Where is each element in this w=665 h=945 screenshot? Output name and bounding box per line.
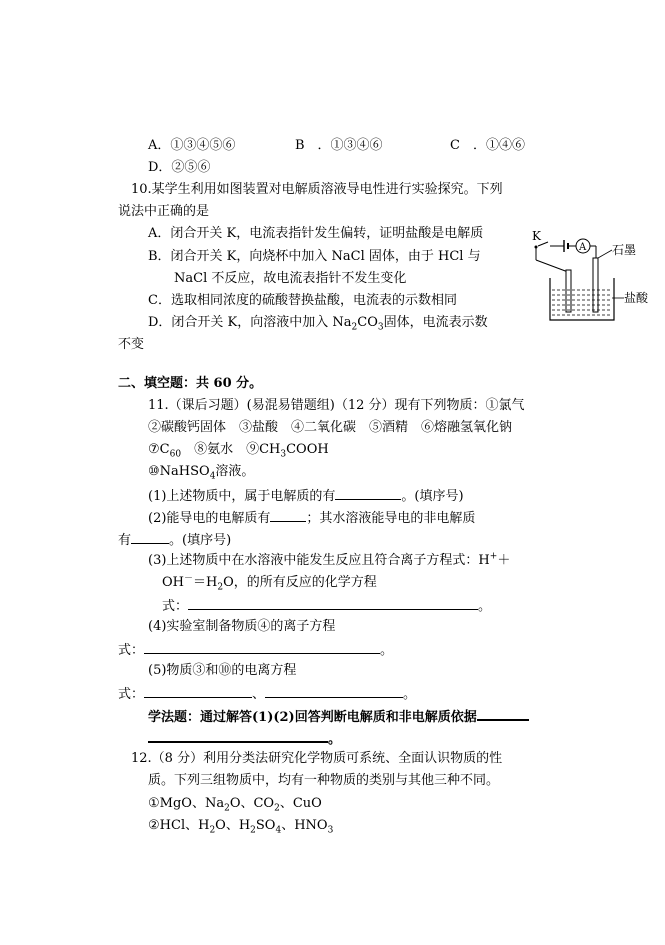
q11-part2-blank-b[interactable] bbox=[131, 530, 169, 544]
electrolysis-circuit-diagram bbox=[520, 228, 660, 323]
q11-part2-blank-a[interactable] bbox=[270, 508, 306, 522]
graphite-label: 石墨 bbox=[612, 243, 637, 257]
q12-g1-s2: 2 bbox=[274, 803, 280, 814]
q11-part3-eq: ＝H bbox=[193, 575, 218, 590]
q10-d-post: 固体，电流表示数 bbox=[383, 315, 488, 330]
q11-part3-h2o-sub: 2 bbox=[217, 582, 224, 593]
q11-part5-blank-a[interactable] bbox=[144, 684, 252, 698]
q12-g2-s3: 4 bbox=[275, 825, 282, 836]
q10-stem-line2: 说法中正确的是 bbox=[118, 204, 210, 219]
q11-items-line2 bbox=[148, 441, 329, 459]
q10-option-b-line2: NaCl 不反应，故电流表指针不发生变化 bbox=[174, 271, 407, 286]
q11-items-line3 bbox=[148, 463, 254, 481]
q10-option-a: A．闭合开关 K，电流表指针发生偏转，证明盐酸是电解质 bbox=[148, 226, 484, 241]
q11-part3-sup: + bbox=[489, 551, 498, 562]
q12-stem-line1: 12.（8 分）利用分类法研究化学物质可系统、全面认识物质的性 bbox=[131, 751, 503, 766]
q10-option-c: C．选取相同浓度的硫酸替换盐酸，电流表的示数相同 bbox=[148, 293, 457, 308]
q11-part3-text: (3)上述物质中在水溶液中能发生反应且符合离子方程式：H bbox=[148, 553, 490, 568]
q11-part3-oh: OH bbox=[162, 575, 184, 590]
q11-part4-end: 。 bbox=[380, 643, 394, 658]
q11-part2b-tail: 。(填序号) bbox=[169, 533, 232, 548]
q11-method-text: 学法题：通过解答(1)(2)回答判断电解质和非电解质依据 bbox=[148, 710, 477, 725]
q11-part5-shi: 式： bbox=[118, 687, 145, 702]
q10-stem-line1: 10.某学生利用如图装置对电解质溶液导电性进行实验探究。下列 bbox=[131, 182, 503, 197]
q10-d-sub2: 3 bbox=[377, 322, 384, 333]
section-2-title: 二、填空题：共 60 分。 bbox=[118, 376, 263, 391]
q12-g1-c: 、CuO bbox=[279, 796, 322, 811]
q11-item7: ⑦C bbox=[148, 442, 170, 457]
q11-method-line2 bbox=[148, 728, 341, 749]
q10-d-text: D．闭合开关 K，向溶液中加入 Na bbox=[148, 315, 352, 330]
q11-part4-shi: 式： bbox=[118, 643, 145, 658]
q11-part3-oh-sup: － bbox=[184, 573, 194, 584]
q11-part4-line2 bbox=[118, 640, 393, 660]
q11-part5-blank-b[interactable] bbox=[265, 684, 403, 698]
q9-option-b: B ．①③④⑥ bbox=[295, 138, 383, 153]
q11-part3-line3 bbox=[162, 596, 491, 616]
q12-g2-s1: 2 bbox=[209, 825, 216, 836]
q10-d-mid: CO bbox=[357, 315, 378, 330]
q11-part1-tail: 。(填序号) bbox=[401, 489, 464, 504]
q11-item10-post: 溶液。 bbox=[215, 464, 255, 479]
q11-stem: 11.（课后习题）(易混易错题组)（12 分）现有下列物质：①氯气 bbox=[148, 398, 525, 413]
q12-stem-line2: 质。下列三组物质中，均有一种物质的类别与其他三种不同。 bbox=[148, 773, 500, 788]
q11-method-line1 bbox=[148, 706, 529, 727]
q12-g2-c: SO bbox=[255, 818, 276, 833]
q10-d-sub: 2 bbox=[351, 322, 358, 333]
q9-option-a: A．①③④⑤⑥ bbox=[148, 138, 236, 153]
q10-option-d-line2: 不变 bbox=[118, 337, 145, 352]
q12-g2-b: O、H bbox=[215, 818, 251, 833]
q12-g2-a: ②HCl、H bbox=[148, 818, 210, 833]
q11-part5-sep: 、 bbox=[252, 687, 266, 702]
q11-part3-end: 。 bbox=[478, 599, 492, 614]
q11-part3-tail: O，的所有反应的化学方程 bbox=[223, 575, 377, 590]
q11-item10: ⑩NaHSO bbox=[148, 464, 210, 479]
q11-part3-line2 bbox=[162, 574, 377, 592]
q11-method-blank-a[interactable] bbox=[477, 706, 529, 721]
q11-part3-blank[interactable] bbox=[188, 596, 478, 610]
q12-g1-a: ①MgO、Na bbox=[148, 796, 225, 811]
switch-k-label: K bbox=[532, 229, 541, 243]
ammeter-label: A bbox=[579, 242, 587, 253]
q11-part3-plus: ＋ bbox=[497, 553, 511, 568]
q11-part1 bbox=[148, 486, 464, 506]
q11-part4-blank[interactable] bbox=[144, 640, 380, 654]
q11-part2-text: (2)能导电的电解质有 bbox=[148, 511, 271, 526]
q11-item9-post: COOH bbox=[286, 442, 329, 457]
q12-g2-s4: 3 bbox=[327, 825, 334, 836]
q12-g1-b: O、CO bbox=[229, 796, 275, 811]
q11-items-line1: ②碳酸钙固体 ③盐酸 ④二氧化碳 ⑤酒精 ⑥熔融氢氧化钠 bbox=[148, 420, 513, 435]
q9-option-c: C ．①④⑥ bbox=[450, 138, 525, 153]
q11-part3-line1 bbox=[148, 552, 510, 570]
q12-g2-s2: 2 bbox=[250, 825, 256, 836]
q12-g1-s1: 2 bbox=[224, 803, 230, 814]
q11-part5-line2 bbox=[118, 684, 416, 704]
q11-part2-line2 bbox=[118, 530, 231, 550]
hydrochloric-acid-label: 盐酸 bbox=[624, 291, 649, 305]
q11-item8-9: ⑧氨水 ⑨CH bbox=[181, 442, 281, 457]
q11-method-blank-b[interactable] bbox=[148, 728, 328, 743]
q11-part1-text: (1)上述物质中，属于电解质的有 bbox=[148, 489, 336, 504]
q11-part2-tail: ；其水溶液能导电的非电解质 bbox=[306, 511, 476, 526]
q11-part1-blank[interactable] bbox=[335, 486, 401, 500]
q11-part2b-text: 有 bbox=[118, 533, 132, 548]
q12-group1 bbox=[148, 795, 322, 813]
q11-part5-line1: (5)物质③和⑩的电离方程 bbox=[148, 663, 297, 678]
q11-item10-sub: 4 bbox=[209, 471, 216, 482]
q11-item7-sub: 60 bbox=[169, 449, 182, 460]
q11-item9-sub: 3 bbox=[280, 449, 287, 460]
q10-option-d-line1 bbox=[148, 314, 488, 332]
q9-option-d: D．②⑤⑥ bbox=[148, 160, 211, 175]
q10-option-b-line1: B．闭合开关 K，向烧杯中加入 NaCl 固体，由于 HCl 与 bbox=[148, 249, 481, 264]
q11-part5-end: 。 bbox=[403, 687, 417, 702]
q11-part4-line1: (4)实验室制备物质④的离子方程 bbox=[148, 619, 336, 634]
q12-g2-d: 、HNO bbox=[281, 818, 328, 833]
q12-group2 bbox=[148, 817, 333, 835]
q11-part3-shi: 式： bbox=[162, 599, 189, 614]
q11-part2-line1 bbox=[148, 508, 475, 528]
q11-method-end: 。 bbox=[328, 732, 342, 747]
